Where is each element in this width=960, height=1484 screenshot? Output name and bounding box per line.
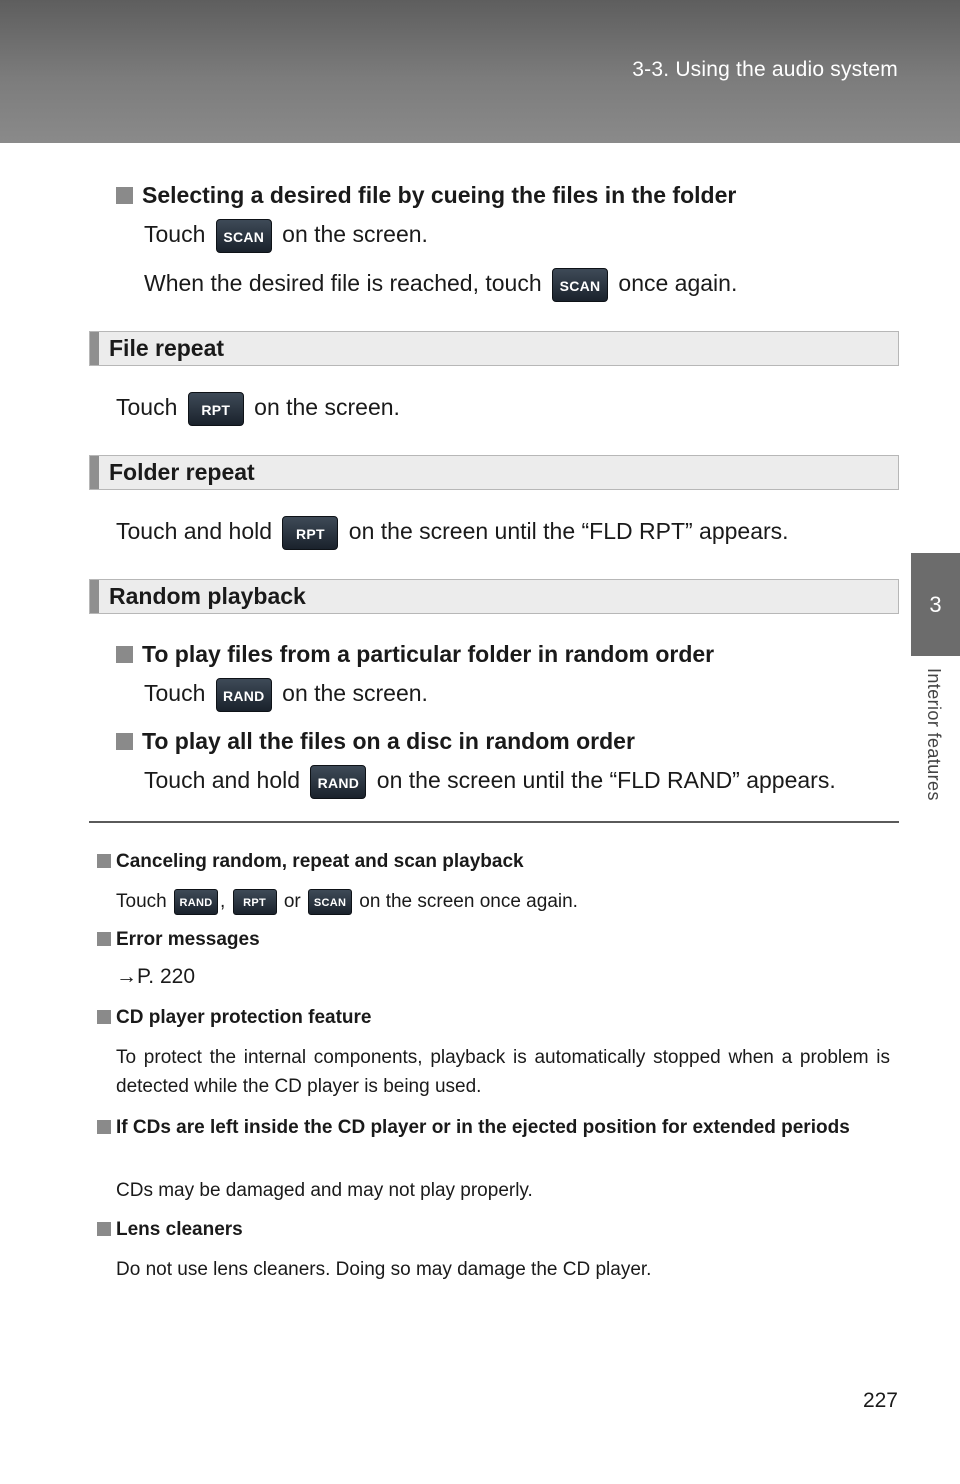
note-left-inside-heading: If CDs are left inside the CD player or in the ejected position for extended periods bbox=[97, 1113, 897, 1142]
chapter-tab-label: Interior features bbox=[924, 668, 944, 801]
square-bullet-icon bbox=[97, 1120, 111, 1134]
selecting-line-1: Touch SCAN on the screen. bbox=[144, 219, 428, 253]
square-bullet-icon bbox=[116, 646, 133, 663]
square-bullet-icon bbox=[97, 1010, 111, 1024]
scan-button-icon: SCAN bbox=[308, 889, 352, 915]
note-error-heading: Error messages bbox=[97, 929, 260, 951]
square-bullet-icon bbox=[97, 932, 111, 946]
rpt-button-icon: RPT bbox=[282, 516, 338, 550]
random-playback-bar bbox=[89, 579, 899, 614]
folder-repeat-bar bbox=[89, 455, 899, 490]
chapter-number: 3 bbox=[929, 591, 942, 617]
scan-button-icon: SCAN bbox=[552, 268, 608, 302]
page-number: 227 bbox=[862, 1389, 898, 1412]
random-sub2-heading: To play all the files on a disc in random order bbox=[116, 728, 635, 755]
note-lens-body: Do not use lens cleaners. Doing so may damage the CD player. bbox=[116, 1259, 652, 1280]
rand-button-icon: RAND bbox=[174, 889, 218, 915]
chapter-tab bbox=[911, 553, 960, 656]
random-sub2-line: Touch and hold RAND on the screen until the “FLD RAND” appears. bbox=[144, 765, 836, 799]
note-cancel-heading: Canceling random, repeat and scan playback bbox=[97, 851, 524, 873]
random-playback-title: Random playback bbox=[109, 583, 306, 609]
selecting-heading: Selecting a desired file by cueing the files in the folder bbox=[116, 182, 736, 209]
selecting-line-2: When the desired file is reached, touch SCAN once again. bbox=[144, 268, 737, 302]
rand-button-icon: RAND bbox=[216, 678, 272, 712]
square-bullet-icon bbox=[97, 854, 111, 868]
rpt-button-icon: RPT bbox=[188, 392, 244, 426]
note-error-ref: →P. 220 bbox=[116, 965, 196, 988]
page-header bbox=[0, 0, 960, 143]
random-sub1-heading: To play files from a particular folder in random order bbox=[116, 641, 714, 668]
square-bullet-icon bbox=[116, 733, 133, 750]
divider bbox=[89, 821, 899, 823]
note-left-inside-body: CDs may be damaged and may not play properly. bbox=[116, 1180, 533, 1201]
file-repeat-title: File repeat bbox=[109, 335, 225, 361]
square-bullet-icon bbox=[97, 1222, 111, 1236]
folder-repeat-title: Folder repeat bbox=[109, 459, 255, 485]
file-repeat-bar bbox=[89, 331, 899, 366]
file-repeat-line: Touch RPT on the screen. bbox=[116, 392, 400, 426]
note-cancel-body: Touch RAND , RPT or SCAN on the screen once again. bbox=[116, 889, 578, 915]
scan-button-icon: SCAN bbox=[216, 219, 272, 253]
note-protection-heading: CD player protection feature bbox=[97, 1007, 372, 1029]
random-sub1-line: Touch RAND on the screen. bbox=[144, 678, 428, 712]
folder-repeat-line: Touch and hold RPT on the screen until the “FLD RPT” appears. bbox=[116, 516, 789, 550]
note-protection-body: To protect the internal components, playback is automatically stopped when a problem is detected while the CD player is being used. bbox=[116, 1047, 890, 1097]
note-lens-heading: Lens cleaners bbox=[97, 1219, 243, 1241]
rpt-button-icon: RPT bbox=[233, 889, 277, 915]
square-bullet-icon bbox=[116, 187, 133, 204]
rand-button-icon: RAND bbox=[310, 765, 366, 799]
section-title: 3-3. Using the audio system bbox=[632, 58, 898, 81]
